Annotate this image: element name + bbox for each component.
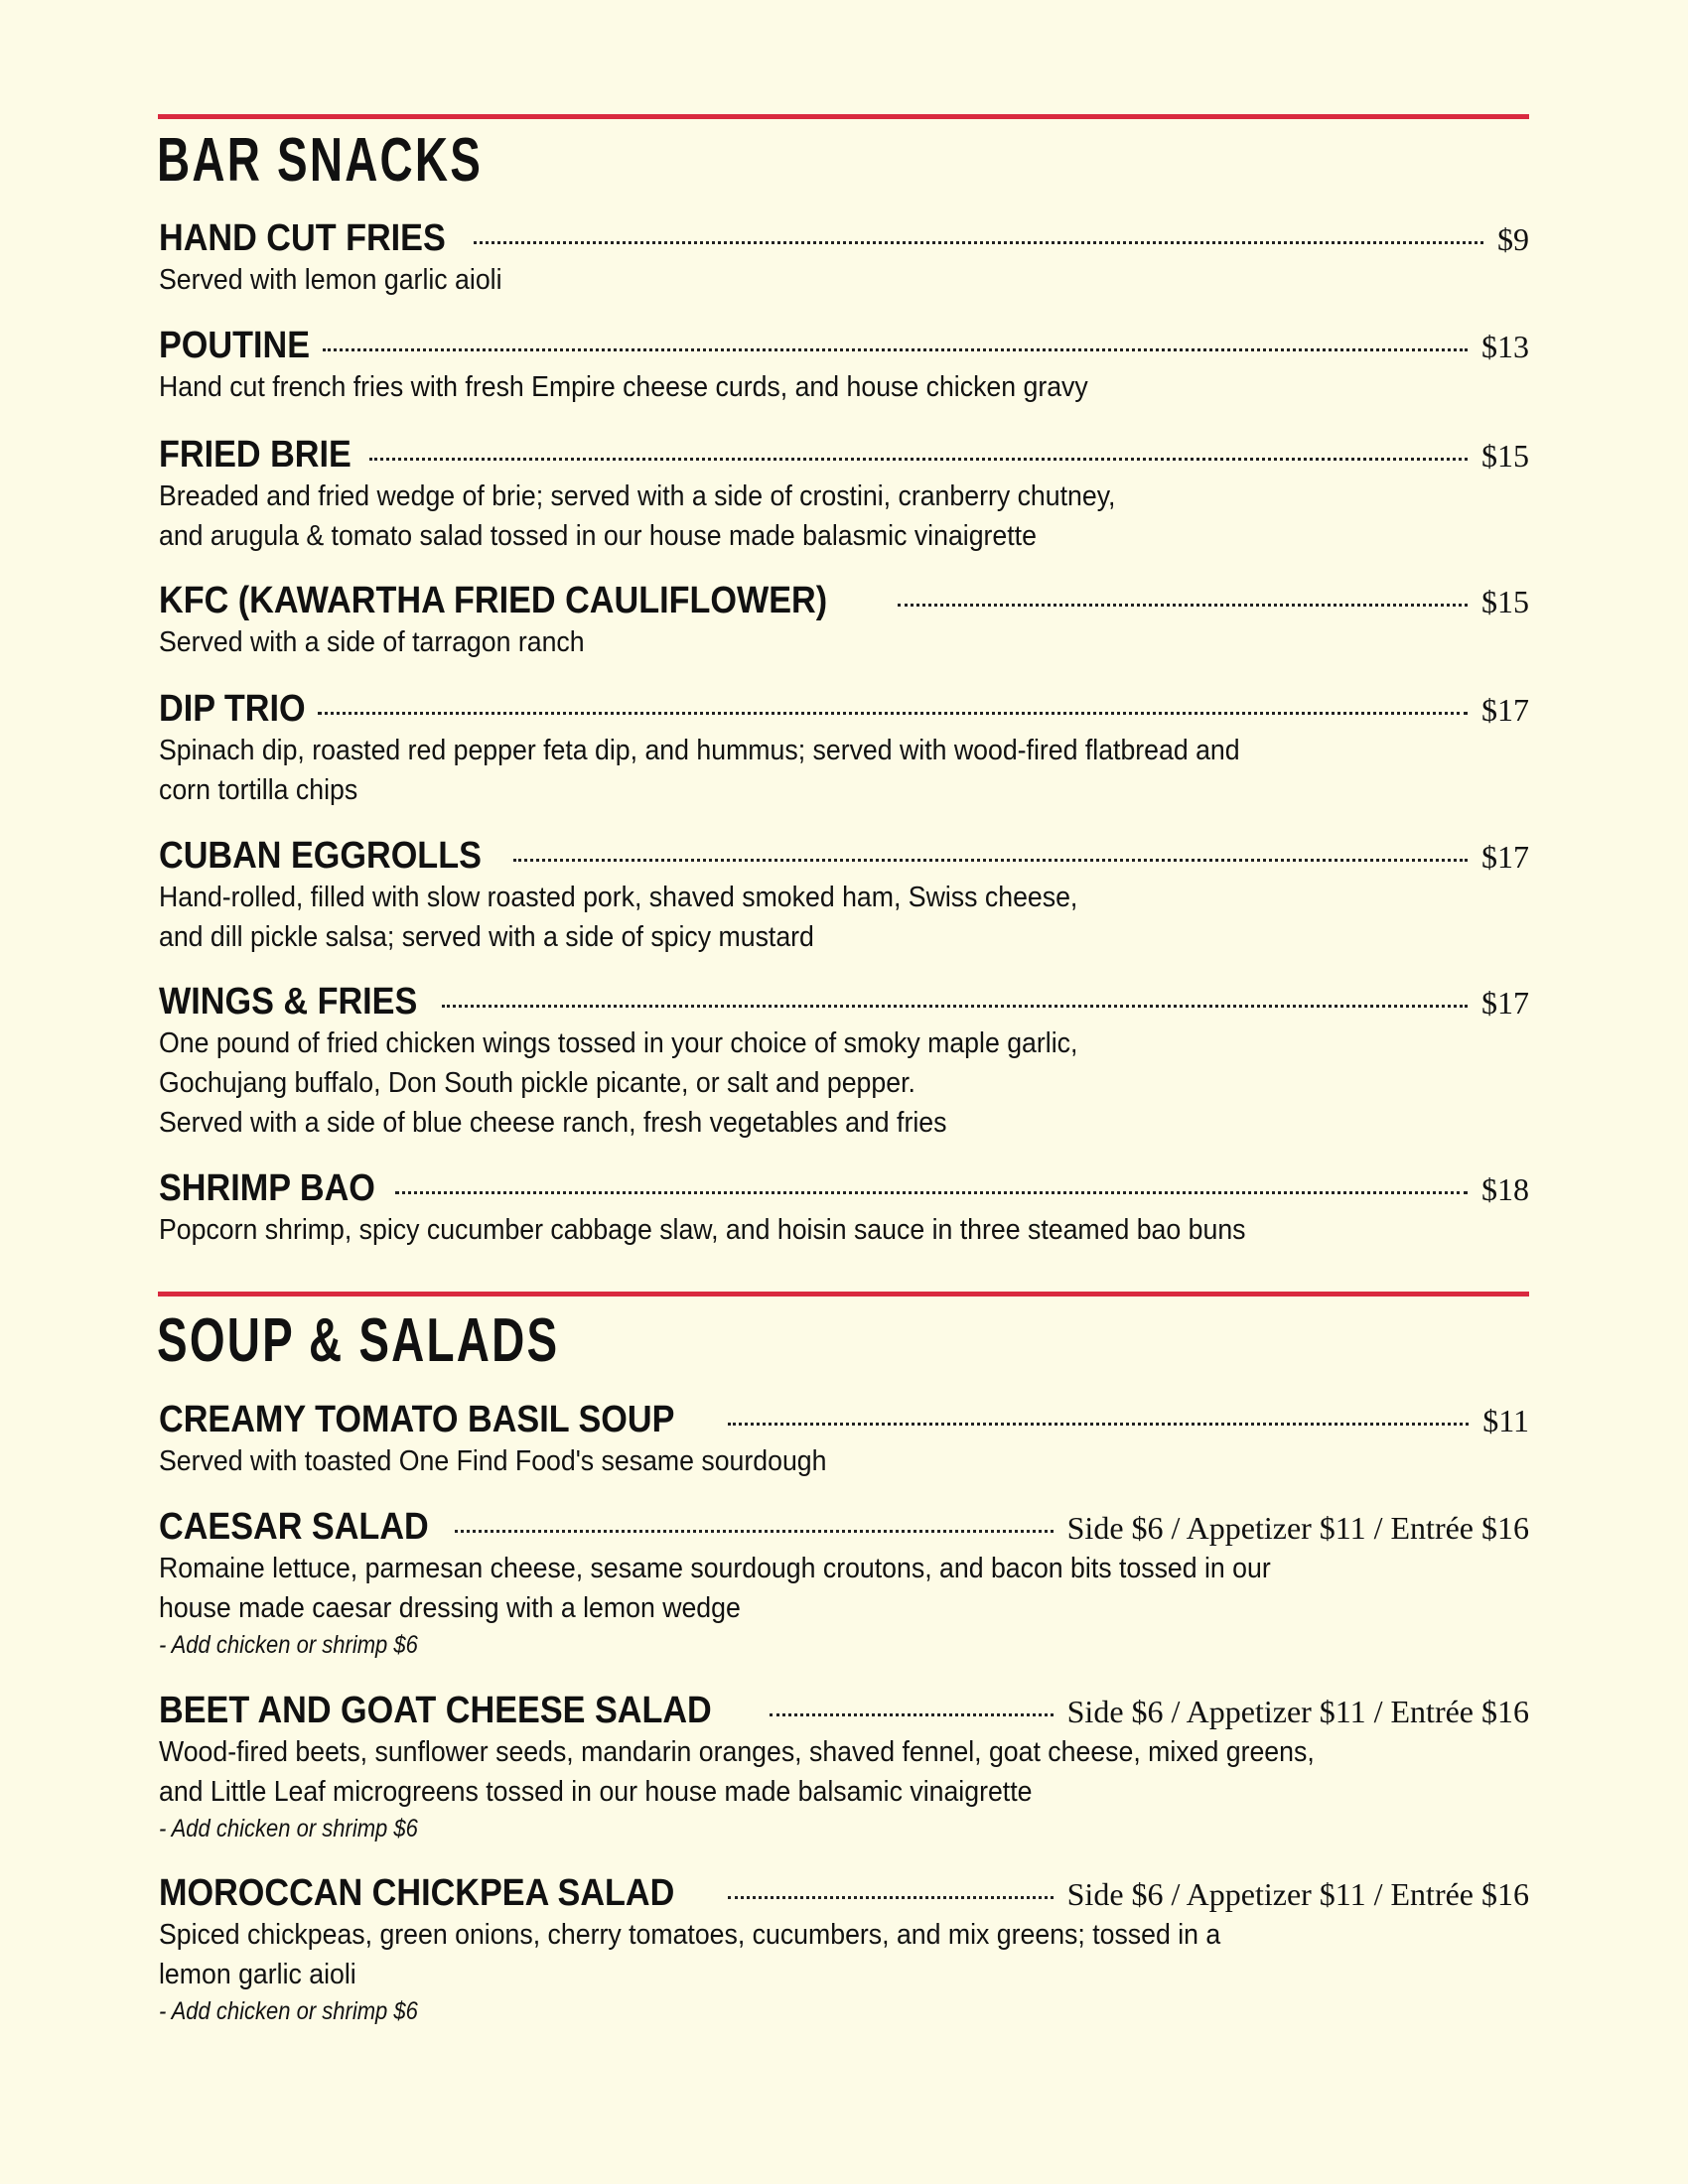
item-name: CREAMY TOMATO BASIL SOUP (159, 1399, 675, 1440)
menu-item-caesar-salad (159, 1505, 1529, 1662)
menu-item-fried-brie (159, 433, 1529, 556)
dot-leader (323, 347, 1468, 351)
section-divider-bar-snacks (158, 114, 1529, 119)
item-price: $15 (1481, 584, 1529, 619)
item-price: Side $6 / Appetizer $11 / Entrée $16 (1066, 1876, 1529, 1912)
section-divider-soup-salads (158, 1292, 1529, 1297)
item-name: KFC (KAWARTHA FRIED CAULIFLOWER) (159, 580, 828, 621)
item-price: $13 (1481, 329, 1529, 364)
item-price: $11 (1482, 1403, 1529, 1438)
item-description: Popcorn shrimp, spicy cucumber cabbage slaw, and hoisin sauce in three steamed bao buns (159, 1214, 1246, 1246)
item-price: Side $6 / Appetizer $11 / Entrée $16 (1066, 1510, 1529, 1546)
item-price: $17 (1481, 692, 1529, 728)
item-description: Spinach dip, roasted red pepper feta dip, and hummus; served with wood-fired flatbread and corn tortilla chips (159, 735, 1240, 806)
item-name: HAND CUT FRIES (159, 217, 446, 259)
item-addon-note: - Add chicken or shrimp $6 (159, 1815, 418, 1843)
item-description: Hand-rolled, filled with slow roasted pork, shaved smoked ham, Swiss cheese, and dill pickle salsa; served with a side of spicy mustard (159, 882, 1078, 953)
dot-leader (442, 1004, 1468, 1008)
dot-leader (395, 1190, 1468, 1194)
item-name: FRIED BRIE (159, 434, 352, 476)
dot-leader (728, 1895, 1053, 1899)
item-name: SHRIMP BAO (159, 1167, 375, 1209)
item-price: $17 (1481, 985, 1529, 1021)
section-title-soup-salads: SOUP & SALADS (157, 1306, 560, 1375)
item-description: Breaded and fried wedge of brie; served with a side of crostini, cranberry chutney, and arugula & tomato salad tossed in our house made balasmic vinaigrette (159, 480, 1116, 552)
item-description: Spiced chickpeas, green onions, cherry tomatoes, cucumbers, and mix greens; tossed in a lemon garlic aioli (159, 1919, 1221, 1990)
menu-item-beet-goat-cheese-salad (159, 1689, 1529, 1845)
menu-item-poutine (159, 324, 1529, 407)
dot-leader (728, 1422, 1469, 1426)
menu-item-cuban-eggrolls (159, 834, 1529, 957)
item-description: Wood-fired beets, sunflower seeds, mandarin oranges, shaved fennel, goat cheese, mixed greens, and Little Leaf microgreens tossed in our house made balsamic vinaigrette (159, 1736, 1315, 1808)
dot-leader (318, 711, 1468, 715)
item-addon-note: - Add chicken or shrimp $6 (159, 1997, 418, 2025)
item-addon-note: - Add chicken or shrimp $6 (159, 1631, 418, 1659)
item-name: BEET AND GOAT CHEESE SALAD (159, 1690, 712, 1731)
menu-item-dip-trio (159, 687, 1529, 810)
menu-item-hand-cut-fries (159, 216, 1529, 300)
item-name: CAESAR SALAD (159, 1506, 429, 1548)
item-description: Served with a side of tarragon ranch (159, 626, 585, 658)
dot-leader (455, 1529, 1054, 1533)
dot-leader (770, 1712, 1054, 1716)
item-name: CUBAN EGGROLLS (159, 835, 482, 877)
item-description: Hand cut french fries with fresh Empire cheese curds, and house chicken gravy (159, 371, 1088, 403)
item-name: WINGS & FRIES (159, 981, 418, 1023)
item-price: $9 (1497, 221, 1529, 257)
item-price: $15 (1481, 438, 1529, 474)
item-description: Romaine lettuce, parmesan cheese, sesame sourdough croutons, and bacon bits tossed in our house made caesar dressing with a lemon wedge (159, 1553, 1271, 1624)
dot-leader (474, 240, 1483, 244)
menu-item-kfc (159, 579, 1529, 662)
item-description: One pound of fried chicken wings tossed in your choice of smoky maple garlic, Gochujang buffalo, Don South pickle picante, or salt and pepper. Served with a side of blue cheese ranch, fresh vegetables and fries (159, 1027, 1078, 1139)
item-name: MOROCCAN CHICKPEA SALAD (159, 1872, 675, 1914)
item-price: $17 (1481, 839, 1529, 875)
dot-leader (369, 457, 1468, 461)
item-description: Served with toasted One Find Food's sesame sourdough (159, 1445, 827, 1477)
menu-item-creamy-tomato-basil-soup (159, 1398, 1529, 1481)
menu-item-shrimp-bao (159, 1166, 1529, 1250)
menu-item-moroccan-chickpea-salad (159, 1871, 1529, 2028)
item-description: Served with lemon garlic aioli (159, 264, 502, 296)
dot-leader (513, 858, 1468, 862)
item-price: Side $6 / Appetizer $11 / Entrée $16 (1066, 1694, 1529, 1729)
item-name: POUTINE (159, 325, 311, 366)
section-title-bar-snacks: BAR SNACKS (157, 126, 484, 195)
dot-leader (898, 603, 1468, 607)
item-name: DIP TRIO (159, 688, 306, 730)
menu-item-wings-and-fries (159, 980, 1529, 1143)
item-price: $18 (1481, 1171, 1529, 1207)
